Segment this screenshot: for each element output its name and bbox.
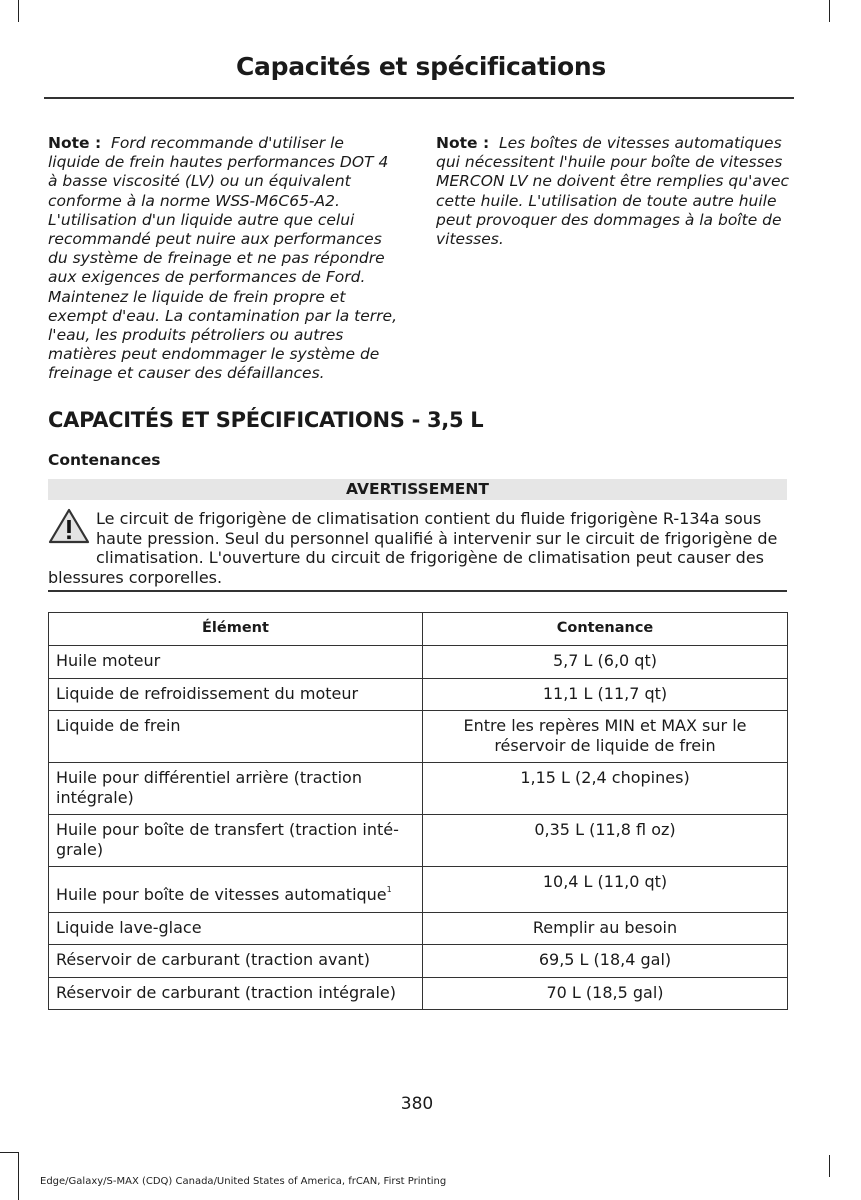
crop-mark xyxy=(18,0,19,22)
cell-capacity: Remplir au besoin xyxy=(423,912,788,945)
cell-item xyxy=(49,867,423,913)
item-label: Liquide lave-glace xyxy=(56,917,202,937)
table-row xyxy=(49,646,788,679)
warning-text: Le circuit de frigorigène de climatisation contient du fluide frigorigène R-134a sous haute pression. Seul du personnel qualifié à intervenir sur le circuit de frigorigène de climatisation. L'ouverture du circuit de frigorigène de climatisation peut causer des blessures corporelles. xyxy=(48,509,778,587)
cell-capacity: 0,35 L (11,8 fl oz) xyxy=(423,815,788,867)
item-label: Huile pour boîte de transfert (traction inté-grale) xyxy=(56,820,399,859)
table-row xyxy=(49,815,788,867)
item-label: Réservoir de carburant (traction intégrale) xyxy=(56,982,397,1002)
note-label: Note : xyxy=(436,134,490,152)
crop-mark xyxy=(0,1152,18,1153)
cell-item xyxy=(49,815,423,867)
cell-capacity: 11,1 L (11,7 qt) xyxy=(423,678,788,711)
crop-mark xyxy=(18,1152,19,1200)
table-row xyxy=(49,711,788,763)
table-row xyxy=(49,912,788,945)
table-row xyxy=(49,867,788,913)
note-right xyxy=(436,134,790,249)
footnote-marker: 1 xyxy=(386,885,392,894)
capacity-table xyxy=(48,612,788,1010)
item-label: Huile pour différentiel arrière (traction intégrale) xyxy=(56,768,362,807)
table-row xyxy=(49,763,788,815)
table-row xyxy=(49,977,788,1010)
column-header-capacity: Contenance xyxy=(423,613,788,646)
cell-capacity: 1,15 L (2,4 chopines) xyxy=(423,763,788,815)
warning-title: AVERTISSEMENT xyxy=(48,479,787,500)
table-header-row xyxy=(49,613,788,646)
footer-text: Edge/Galaxy/S-MAX (CDQ) Canada/United States of America, frCAN, First Printing xyxy=(40,1176,447,1187)
warning-divider xyxy=(48,590,787,592)
crop-mark xyxy=(829,0,830,22)
crop-mark xyxy=(829,1155,830,1177)
note-left xyxy=(48,134,400,384)
cell-item xyxy=(49,977,423,1010)
cell-item xyxy=(49,763,423,815)
item-label: Huile moteur xyxy=(56,651,161,670)
cell-capacity: 10,4 L (11,0 qt) xyxy=(423,867,788,913)
item-label: Liquide de frein xyxy=(56,716,181,735)
cell-item xyxy=(49,646,423,679)
cell-capacity: 69,5 L (18,4 gal) xyxy=(423,945,788,978)
item-label: Liquide de refroidissement du moteur xyxy=(56,683,359,703)
cell-capacity: 5,7 L (6,0 qt) xyxy=(423,646,788,679)
section-heading: CAPACITÉS ET SPÉCIFICATIONS - 3,5 L xyxy=(48,408,484,432)
item-label: Huile pour boîte de vitesses automatique xyxy=(56,885,387,904)
cell-capacity: 70 L (18,5 gal) xyxy=(423,977,788,1010)
note-label: Note : xyxy=(48,134,102,152)
title-divider xyxy=(44,97,794,99)
subheading: Contenances xyxy=(48,451,161,469)
cell-item xyxy=(49,912,423,945)
cell-item xyxy=(49,678,423,711)
cell-item xyxy=(49,711,423,763)
note-text: Les boîtes de vitesses automatiques qui nécessitent l'huile pour boîte de vitesses MERCON LV ne doivent être remplies qu'avec cette huile. L'utilisation de toute autre huile peut provoquer des dommages à la boîte de vitesses. xyxy=(436,134,790,249)
cell-item xyxy=(49,945,423,978)
cell-capacity: Entre les repères MIN et MAX sur le réservoir de liquide de frein xyxy=(423,711,788,763)
page-number: 380 xyxy=(400,1094,434,1114)
column-header-item: Élément xyxy=(49,613,423,646)
item-label: Réservoir de carburant (traction avant) xyxy=(56,950,370,969)
note-text: Ford recommande d'utiliser le liquide de frein hautes performances DOT 4 à basse viscosité (LV) ou un équivalent conforme à la norme WSS-M6C65-A2. L'utilisation d'un liquide autre que celui recommandé peut nuire aux performances du système de freinage et ne pas répondre aux exigences de performances de Ford. Maintenez le liquide de frein propre et exempt d'eau. La contamination par la terre, l'eau, les produits pétroliers ou autres matières peut endommager le système de freinage et causer des défaillances. xyxy=(48,134,397,383)
table-row xyxy=(49,945,788,978)
warning-message xyxy=(48,509,787,587)
table-row xyxy=(49,678,788,711)
page-title: Capacités et spécifications xyxy=(235,52,606,81)
